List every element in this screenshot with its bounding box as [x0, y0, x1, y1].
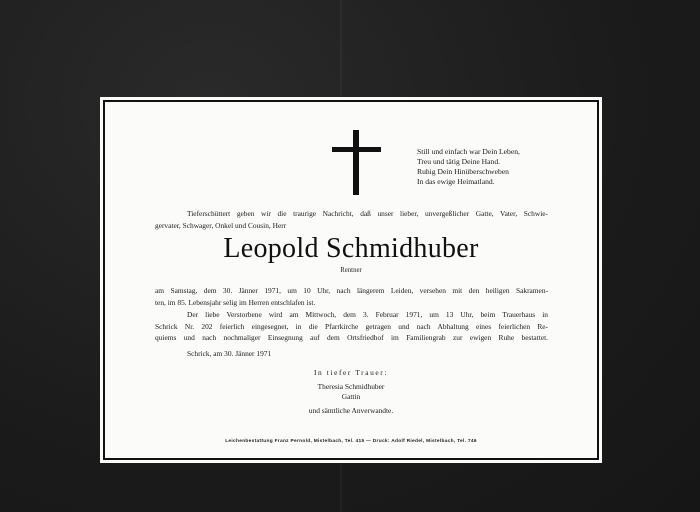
place-and-date: Schrick, am 30. Jänner 1971 [187, 349, 272, 358]
announcement-intro [155, 208, 548, 231]
paragraph-line: ten, im 85. Lebensjahr selig im Herren entschlafen ist. [155, 297, 316, 307]
memorial-verse [417, 147, 520, 187]
death-paragraph [155, 285, 548, 308]
deceased-name: Leopold Schmidhuber [223, 233, 479, 264]
intro-line: gervater, Schwager, Onkel und Cousin, Herr [155, 220, 287, 230]
paragraph-line: am Samstag, dem 30. Jänner 1971, um 10 Uhr, nach längerem Leiden, versehen mit den heiligen Sakramen- [155, 286, 548, 295]
deceased-occupation: Rentner [340, 267, 362, 274]
latin-cross-icon [332, 130, 381, 195]
cross-horizontal-bar [332, 147, 381, 152]
verse-line: Treu und tätig Deine Hand. [417, 157, 501, 166]
mourner-name: Theresia Schmidhuber [317, 382, 385, 391]
mourner-relation: Gattin [341, 392, 361, 401]
other-relatives: und sämtliche Anverwandte. [308, 406, 394, 415]
paragraph-line: Schrick Nr. 202 feierlich eingesegnet, in die Pfarrkirche getragen und nach Abhaltung eines feierlichen Re- [155, 321, 548, 331]
printer-footer: Leichenbestattung Franz Pernold, Mistelbach, Tel. 415 — Druck: Adolf Riedel, Mistelbach, Tel. 746 [225, 439, 477, 444]
paragraph-line: Der liebe Verstorbene wird am Mittwoch, dem 3. Februar 1971, um 13 Uhr, beim Trauerhaus in [187, 310, 548, 319]
verse-line: Ruhig Dein Hinüberschweben [417, 167, 509, 176]
mourners-heading: In tiefer Trauer: [314, 368, 388, 377]
funeral-paragraph [155, 309, 548, 344]
intro-line: Tieferschüttert geben wir die traurige Nachricht, daß unser lieber, unvergeßlicher Gatte, Vater, Schwie- [187, 209, 548, 218]
verse-line: In das ewige Heimatland. [417, 177, 495, 186]
cross-vertical-bar [353, 130, 359, 195]
verse-line: Still und einfach war Dein Leben, [417, 147, 520, 156]
paragraph-line: quiems und nach nochmaliger Einsegnung auf dem Ortsfriedhof im Familiengrab zur ewigen Ruhe bestattet. [155, 333, 548, 342]
death-notice-card [100, 97, 602, 463]
